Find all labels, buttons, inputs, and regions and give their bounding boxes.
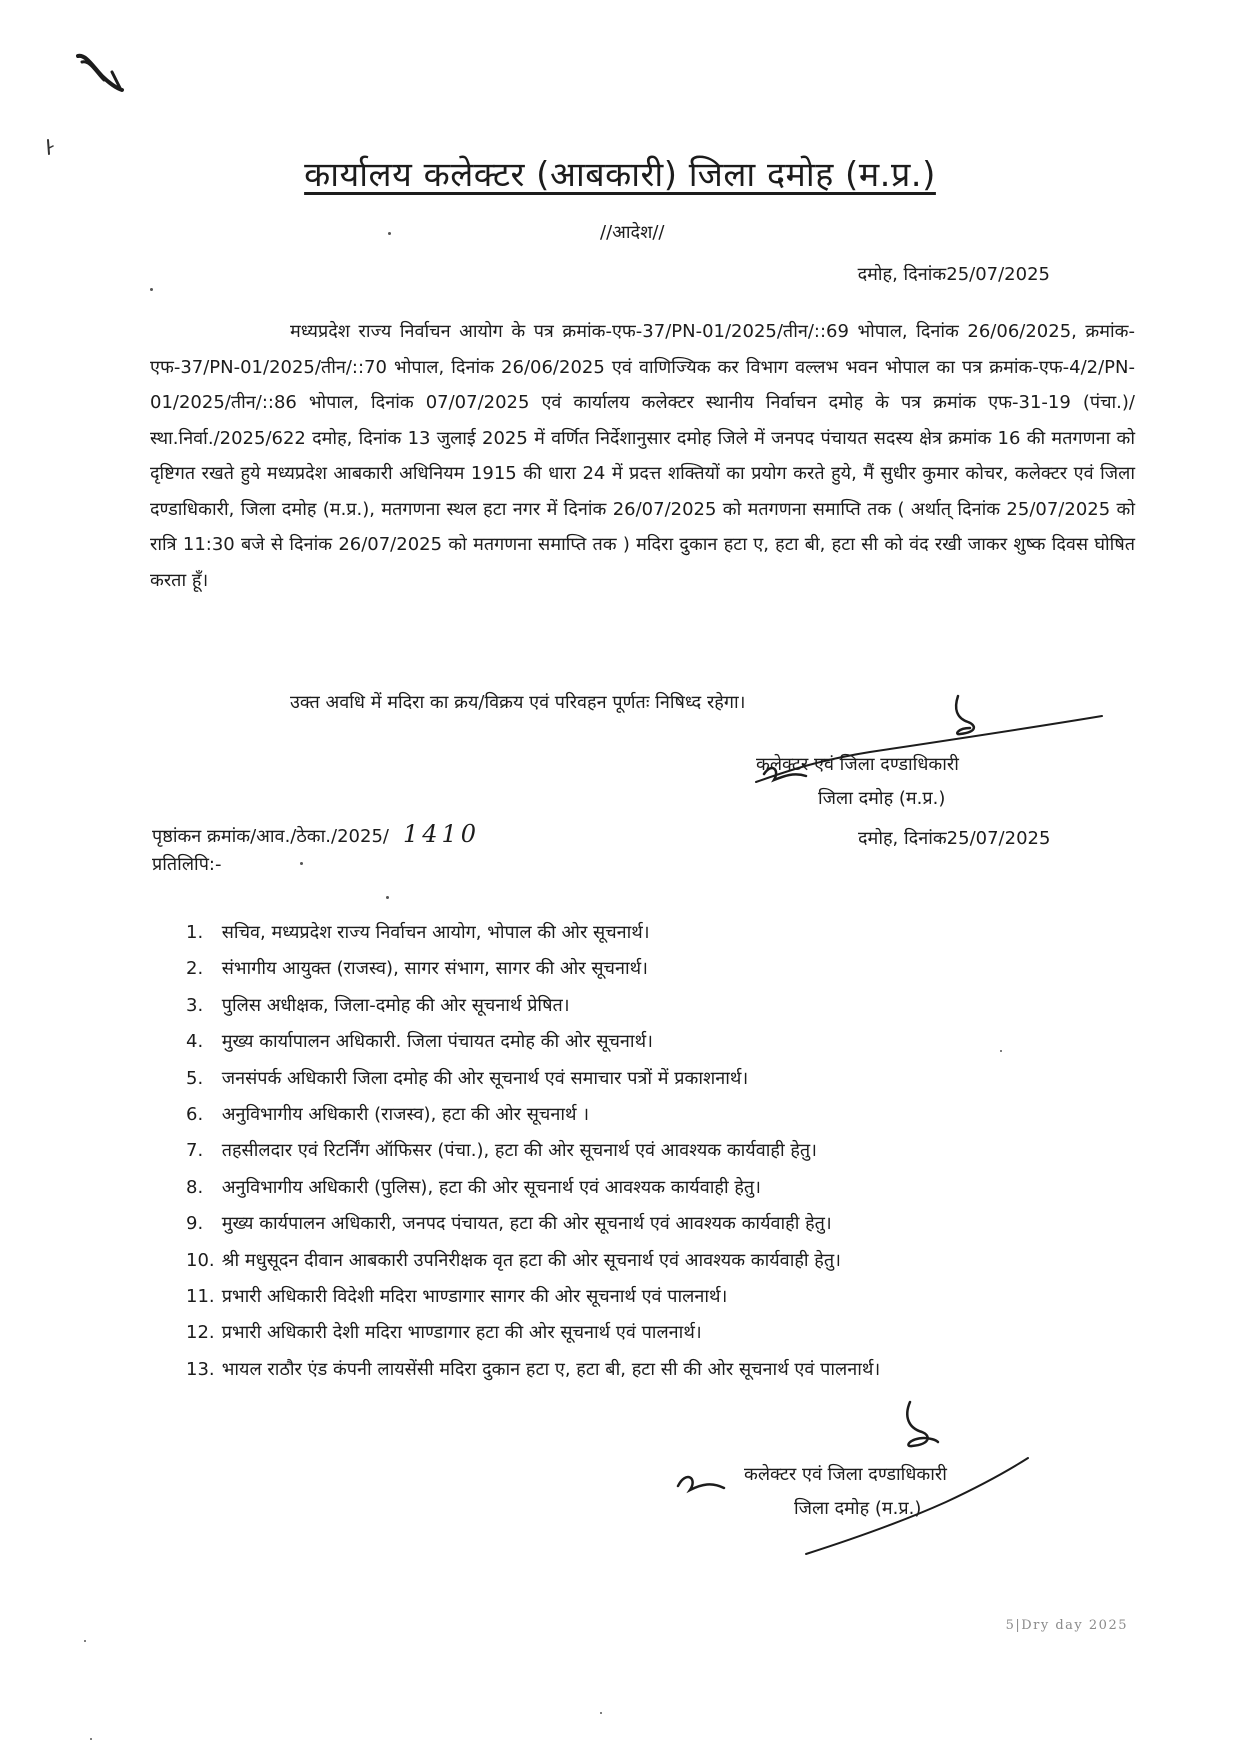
list-item: 7. तहसीलदार एवं रिटर्निंग ऑफिसर (पंचा.), हटा की ओर सूचनार्थ एवं आवश्यक कार्यवाही हेतु। bbox=[186, 1140, 817, 1162]
list-item: 11. प्रभारी अधिकारी विदेशी मदिरा भाण्डागार सागर की ओर सूचनार्थ एवं पालनार्थ। bbox=[186, 1285, 728, 1307]
list-item: 2. संभागीय आयुक्त (राजस्व), सागर संभाग, सागर की ओर सूचनार्थ। bbox=[186, 958, 648, 980]
list-item: 10. श्री मधुसूदन दीवान आबकारी उपनिरीक्षक वृत हटा की ओर सूचनार्थ एवं आवश्यक कार्यवाही हेतु। bbox=[186, 1249, 841, 1271]
order-date: दमोह, दिनांक25/07/2025 bbox=[857, 264, 1050, 285]
initial-signature-icon-2 bbox=[900, 1398, 940, 1452]
endorsement-reference bbox=[152, 820, 480, 848]
list-item: 9. मुख्य कार्यपालन अधिकारी, जनपद पंचायत, हटा की ओर सूचनार्थ एवं आवश्यक कार्यवाही हेतु। bbox=[186, 1213, 832, 1235]
scan-speck bbox=[150, 288, 153, 291]
order-label: //आदेश// bbox=[600, 222, 665, 243]
scan-speck bbox=[84, 1640, 86, 1642]
signature-designation: कलेक्टर एवं जिला दण्डाधिकारी bbox=[744, 1464, 947, 1485]
scan-speck bbox=[300, 862, 303, 865]
endorsement-ref-number: 1410 bbox=[402, 820, 481, 848]
list-item: 4. मुख्य कार्यापालन अधिकारी. जिला पंचायत दमोह की ओर सूचनार्थ। bbox=[186, 1031, 653, 1053]
restriction-note: उक्त अवधि में मदिरा का क्रय/विक्रय एवं परिवहन पूर्णतः निषिध्द रहेगा। bbox=[290, 692, 746, 713]
copy-to-label: प्रतिलिपि:- bbox=[152, 854, 222, 875]
signature-district: जिला दमोह (म.प्र.) bbox=[794, 1498, 922, 1519]
list-item: 5. जनसंपर्क अधिकारी जिला दमोह की ओर सूचनार्थ एवं समाचार पत्रों में प्रकाशनार्थ। bbox=[186, 1067, 749, 1089]
list-item: 13. भायल राठौर एंड कंपनी लायसेंसी मदिरा दुकान हटा ए, हटा बी, हटा सी की ओर सूचनार्थ एवं पालनार्थ। bbox=[186, 1358, 881, 1380]
scan-speck bbox=[600, 1712, 602, 1714]
scan-speck bbox=[386, 896, 389, 899]
signature-block-2 bbox=[744, 1458, 947, 1526]
footer-watermark: 5|Dry day 2025 bbox=[1005, 1618, 1128, 1633]
scan-speck bbox=[1000, 1050, 1002, 1052]
order-body-paragraph: मध्यप्रदेश राज्य निर्वाचन आयोग के पत्र क्रमांक-एफ-37/PN-01/2025/तीन/::69 भोपाल, दिनांक 26/06/2025, क्रमांक-एफ-37/PN-01/2025/तीन/::70 भोपाल, दिनांक 26/06/2025 एवं वाणिज्यिक कर विभाग वल्लभ भवन भोपाल का पत्र क्रमांक-एफ-4/2/PN-01/2025/तीन/::86 भोपाल, दिनांक 07/07/2025 एवं कार्यालय कलेक्टर स्थानीय निर्वाचन दमोह के पत्र क्रमांक एफ-31-19 (पंचा.)/स्था.निर्वा./2025/622 दमोह, दिनांक 13 जुलाई 2025 में वर्णित निर्देशानुसार दमोह जिले में जनपद पंचायत सदस्य क्षेत्र क्रमांक 16 की मतगणना को दृष्टिगत रखते हुये मध्यप्रदेश आबकारी अधिनियम 1915 की धारा 24 में प्रदत्त शक्तियों का प्रयोग करते हुये, मैं सुधीर कुमार कोचर, कलेक्टर एवं जिला दण्डाधिकारी, जिला दमोह (म.प्र.), मतगणना स्थल हटा नगर में दिनांक 26/07/2025 को मतगणना समाप्ति तक ( अर्थात् दिनांक 25/07/2025 को रात्रि 11:30 बजे से दिनांक 26/07/2025 को मतगणना समाप्ति तक ) मदिरा दुकान हटा ए, हटा बी, हटा सी को वंद रखी जाकर शुष्क दिवस घोषित करता हूँ। bbox=[150, 321, 1135, 591]
signature-designation: कलेक्टर एवं जिला दण्डाधिकारी bbox=[756, 754, 959, 775]
endorsement-ref-prefix: पृष्ठांकन क्रमांक/आव./ठेका./2025/ bbox=[152, 826, 389, 847]
office-title: कार्यालय कलेक्टर (आबकारी) जिला दमोह (म.प्र.) bbox=[304, 155, 936, 195]
list-item: 8. अनुविभागीय अधिकारी (पुलिस), हटा की ओर सूचनार्थ एवं आवश्यक कार्यवाही हेतु। bbox=[186, 1176, 761, 1198]
signature-district: जिला दमोह (म.प्र.) bbox=[818, 788, 946, 809]
list-item: 12. प्रभारी अधिकारी देशी मदिरा भाण्डागार हटा की ओर सूचनार्थ एवं पालनार्थ। bbox=[186, 1322, 702, 1344]
signature-block-1 bbox=[756, 748, 959, 816]
list-item: 3. पुलिस अधीक्षक, जिला-दमोह की ओर सूचनार्थ प्रेषित। bbox=[186, 994, 570, 1016]
staple-mark-icon bbox=[72, 50, 128, 94]
list-item: 1. सचिव, मध्यप्रदेश राज्य निर्वाचन आयोग, भोपाल की ओर सूचनार्थ। bbox=[186, 922, 650, 943]
scan-speck bbox=[90, 1738, 92, 1740]
endorsement-date: दमोह, दिनांक25/07/2025 bbox=[858, 828, 1051, 849]
scan-speck bbox=[388, 232, 391, 235]
copy-to-list bbox=[186, 915, 1146, 1388]
list-item: 6. अनुविभागीय अधिकारी (राजस्व), हटा की ओर सूचनार्थ । bbox=[186, 1103, 590, 1125]
